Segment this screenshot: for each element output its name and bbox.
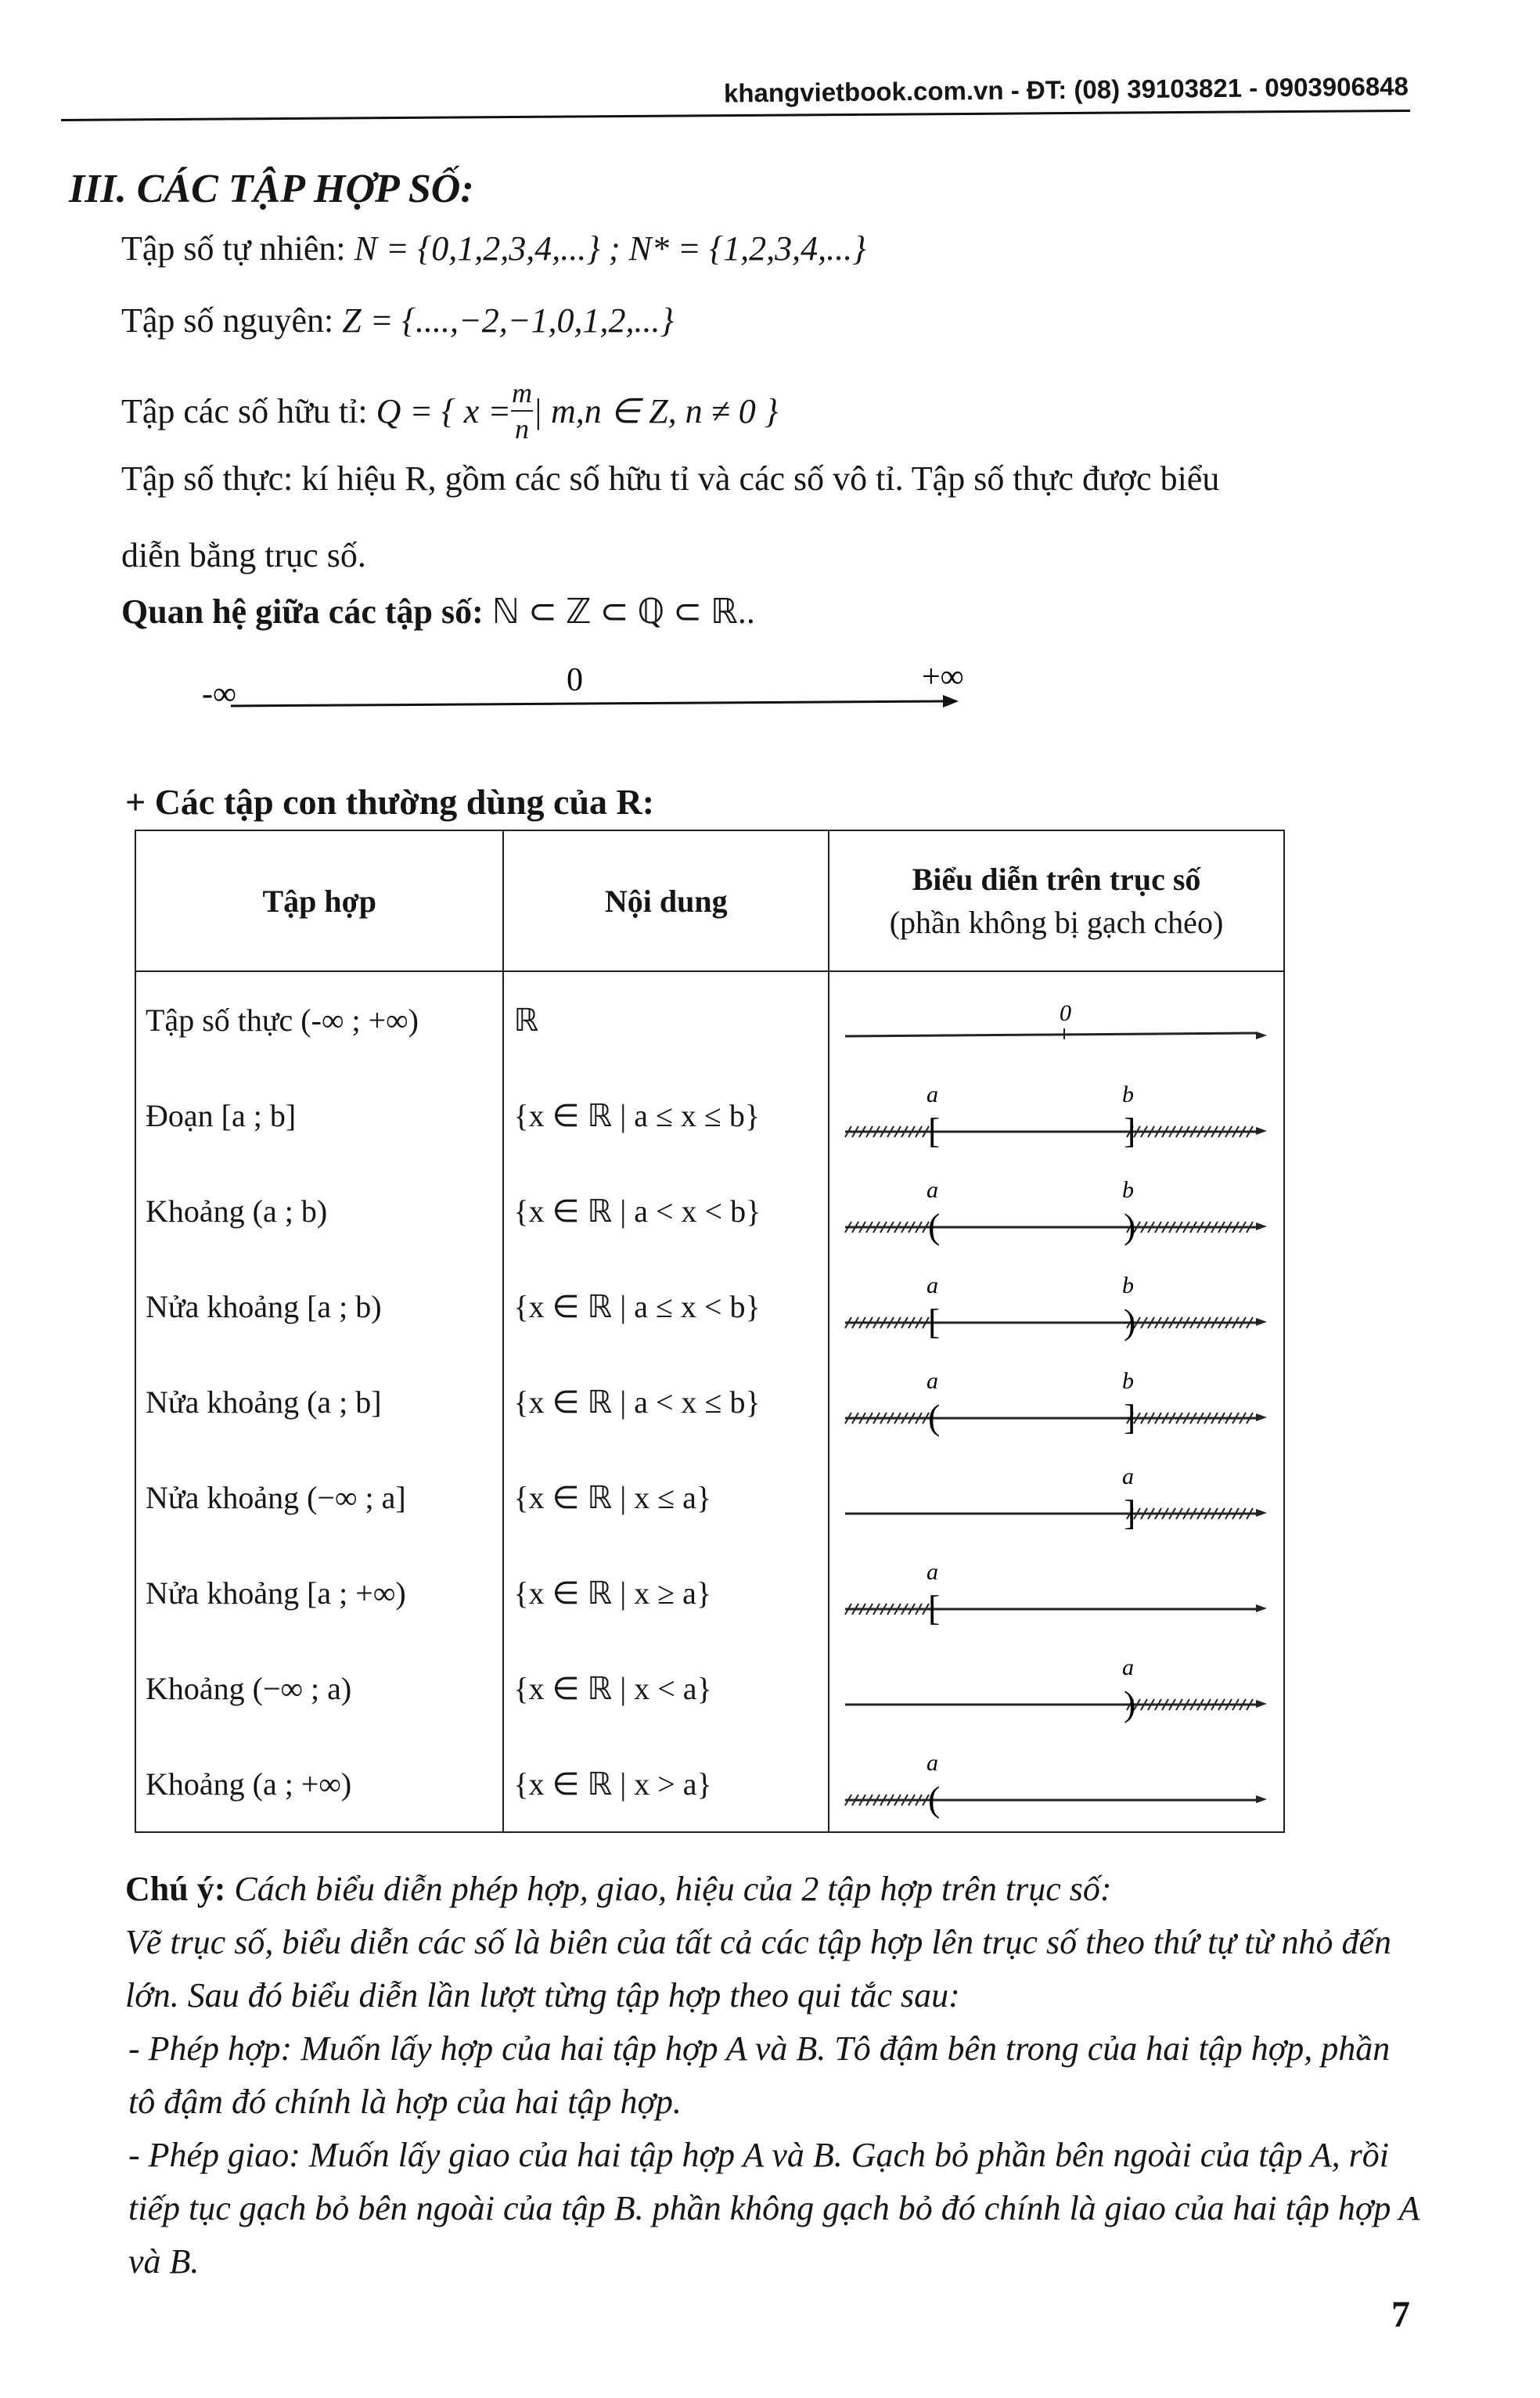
pos-infinity-label: +∞ bbox=[922, 659, 964, 695]
integer-expr: Z = {....,−2,−1,0,1,2,...} bbox=[342, 301, 675, 340]
arrow-head-icon bbox=[1256, 1604, 1267, 1612]
endpoint-label: b bbox=[1122, 1082, 1134, 1107]
set-content: ℝ bbox=[503, 971, 829, 1068]
table-row bbox=[135, 1163, 1284, 1258]
note-label: Chú ý: bbox=[125, 1870, 226, 1908]
page-number: 7 bbox=[1391, 2294, 1410, 2335]
axis-line bbox=[845, 1033, 1256, 1036]
endpoint-bracket: [ bbox=[928, 1588, 941, 1628]
diagram-svg bbox=[829, 972, 1283, 1068]
table-row bbox=[135, 1640, 1284, 1736]
set-name: Khoảng (−∞ ; a) bbox=[135, 1640, 503, 1736]
set-content: {x ∈ ℝ | x ≤ a} bbox=[503, 1449, 829, 1545]
set-name: Khoảng (a ; b) bbox=[135, 1163, 503, 1258]
endpoint-label: a bbox=[927, 1559, 938, 1585]
real-text-1: Tập số thực: kí hiệu R, gồm các số hữu tỉ và các số vô tỉ. Tập số thực được biểu bbox=[121, 459, 1220, 498]
endpoint-bracket: [ bbox=[928, 1302, 941, 1341]
endpoint-label: a bbox=[927, 1750, 938, 1776]
table-row bbox=[135, 1354, 1284, 1449]
relation-label: Quan hệ giữa các tập số: bbox=[121, 592, 484, 631]
rational-expr-pre: Q = { x = bbox=[376, 391, 511, 430]
arrow-head-icon bbox=[1256, 1795, 1267, 1803]
subsets-table bbox=[135, 830, 1285, 1833]
table-row bbox=[135, 1258, 1284, 1354]
endpoint-bracket: ] bbox=[1124, 1111, 1136, 1150]
note-section bbox=[125, 1863, 1424, 2288]
header-diagram bbox=[829, 830, 1284, 971]
endpoint-label: 0 bbox=[1060, 1000, 1071, 1026]
endpoint-label: b bbox=[1122, 1368, 1134, 1394]
natural-label: Tập số tự nhiên: bbox=[121, 229, 346, 268]
endpoint-bracket: ( bbox=[928, 1779, 941, 1819]
integer-line bbox=[121, 301, 674, 340]
subsets-heading: + Các tập con thường dùng của R: bbox=[125, 782, 655, 822]
table-row bbox=[135, 1449, 1284, 1545]
number-line-diagram bbox=[829, 1736, 1284, 1832]
number-line-diagram bbox=[829, 1258, 1284, 1354]
note-intersection: - Phép giao: Muốn lấy giao của hai tập hợp A và B. Gạch bỏ phần bên ngoài của tập A, rồi tiếp tục gạch bỏ bên ngoài của tập B. phần không gạch bỏ đó chính là giao của hai tập hợp A và B. bbox=[128, 2136, 1419, 2281]
rational-label: Tập các số hữu tỉ: bbox=[121, 391, 368, 430]
endpoint-bracket: ) bbox=[1124, 1683, 1136, 1723]
fraction-numerator: m bbox=[511, 377, 532, 409]
diagram-svg bbox=[829, 1258, 1283, 1354]
header-diagram-subtitle: (phần không bị gạch chéo) bbox=[889, 905, 1224, 940]
axis-line bbox=[231, 701, 943, 706]
diagram-svg bbox=[829, 1736, 1283, 1831]
header-content: Nội dung bbox=[503, 830, 829, 971]
diagram-svg bbox=[829, 1068, 1283, 1163]
natural-expr: N = {0,1,2,3,4,...} ; N* = {1,2,3,4,...} bbox=[354, 229, 866, 268]
endpoint-label: b bbox=[1122, 1273, 1134, 1298]
set-name: Nửa khoảng (a ; b] bbox=[135, 1354, 503, 1449]
relation-expr: ℕ ⊂ ℤ ⊂ ℚ ⊂ ℝ.. bbox=[491, 592, 755, 631]
table-row bbox=[135, 971, 1284, 1068]
number-line bbox=[196, 657, 978, 720]
diagram-svg bbox=[829, 1163, 1283, 1258]
arrow-head-icon bbox=[1256, 1413, 1267, 1421]
rational-expr-post: | m,n ∈ Z, n ≠ 0 } bbox=[532, 391, 779, 430]
fraction-denominator: n bbox=[514, 413, 529, 445]
endpoint-bracket: ] bbox=[1124, 1492, 1136, 1532]
zero-label: 0 bbox=[567, 662, 583, 698]
number-line-diagram bbox=[829, 1640, 1284, 1736]
header-rule bbox=[61, 110, 1410, 121]
table-row bbox=[135, 1736, 1284, 1832]
number-line-diagram bbox=[829, 1163, 1284, 1258]
arrow-head-icon bbox=[943, 695, 959, 708]
set-content: {x ∈ ℝ | a ≤ x ≤ b} bbox=[503, 1068, 829, 1163]
arrow-head-icon bbox=[1256, 1318, 1267, 1326]
neg-infinity-label: -∞ bbox=[202, 676, 236, 712]
number-line-diagram bbox=[829, 1449, 1284, 1545]
endpoint-label: a bbox=[1122, 1654, 1134, 1680]
rational-line bbox=[121, 376, 778, 446]
diagram-svg bbox=[829, 1449, 1283, 1545]
set-content: {x ∈ ℝ | a < x < b} bbox=[503, 1163, 829, 1258]
note-paragraph-1: Vẽ trục số, biểu diễn các số là biên của tất cả các tập hợp lên trục số theo thứ tự từ nhỏ đến lớn. Sau đó biểu diễn lần lượt từng tập hợp theo qui tắc sau: bbox=[125, 1923, 1392, 2015]
diagram-svg bbox=[829, 1354, 1283, 1449]
diagram-svg bbox=[829, 1545, 1283, 1640]
set-name: Đoạn [a ; b] bbox=[135, 1068, 503, 1163]
natural-numbers-line bbox=[121, 229, 866, 268]
number-line-diagram bbox=[829, 1354, 1284, 1449]
endpoint-bracket: ( bbox=[928, 1206, 941, 1246]
endpoint-label: a bbox=[1122, 1464, 1134, 1489]
set-name: Khoảng (a ; +∞) bbox=[135, 1736, 503, 1832]
arrow-head-icon bbox=[1256, 1700, 1267, 1708]
set-name: Tập số thực (-∞ ; +∞) bbox=[135, 971, 503, 1068]
table-row bbox=[135, 1545, 1284, 1640]
number-line-diagram bbox=[829, 1545, 1284, 1640]
arrow-head-icon bbox=[1256, 1127, 1267, 1135]
endpoint-bracket: ) bbox=[1124, 1302, 1136, 1341]
integer-label: Tập số nguyên: bbox=[121, 301, 334, 340]
note-union: - Phép hợp: Muốn lấy hợp của hai tập hợp A và B. Tô đậm bên trong của hai tập hợp, phần tô đậm đó chính là hợp của hai tập hợp. bbox=[128, 2029, 1391, 2121]
endpoint-bracket: [ bbox=[928, 1111, 941, 1150]
rational-fraction bbox=[511, 376, 533, 446]
endpoint-bracket: ( bbox=[928, 1397, 941, 1437]
set-content: {x ∈ ℝ | x < a} bbox=[503, 1640, 829, 1736]
set-content: {x ∈ ℝ | a < x ≤ b} bbox=[503, 1354, 829, 1449]
number-line-diagram bbox=[829, 971, 1284, 1068]
section-title: III. CÁC TẬP HỢP SỐ: bbox=[69, 167, 474, 211]
endpoint-label: a bbox=[927, 1177, 938, 1203]
endpoint-bracket: ) bbox=[1124, 1206, 1136, 1246]
real-text-2: diễn bằng trục số. bbox=[121, 536, 366, 574]
set-name: Nửa khoảng [a ; b) bbox=[135, 1258, 503, 1354]
endpoint-bracket: ] bbox=[1124, 1397, 1136, 1437]
number-line-diagram bbox=[829, 1068, 1284, 1163]
header-set: Tập hợp bbox=[135, 830, 503, 971]
note-intro: Cách biểu diễn phép hợp, giao, hiệu của 2 tập hợp trên trục số: bbox=[225, 1870, 1112, 1908]
set-name: Nửa khoảng [a ; +∞) bbox=[135, 1545, 503, 1640]
page-header: khangvietbook.com.vn - ĐT: (08) 39103821 - 0903906848 bbox=[723, 71, 1409, 108]
endpoint-label: a bbox=[927, 1082, 938, 1107]
endpoint-label: a bbox=[927, 1273, 938, 1298]
diagram-svg bbox=[829, 1640, 1283, 1736]
endpoint-label: b bbox=[1122, 1177, 1134, 1203]
arrow-head-icon bbox=[1256, 1032, 1267, 1039]
relation-line bbox=[121, 592, 755, 632]
endpoint-label: a bbox=[927, 1368, 938, 1394]
set-content: {x ∈ ℝ | x ≥ a} bbox=[503, 1545, 829, 1640]
set-name: Nửa khoảng (−∞ ; a] bbox=[135, 1449, 503, 1545]
table-row bbox=[135, 1068, 1284, 1163]
arrow-head-icon bbox=[1256, 1509, 1267, 1517]
set-content: {x ∈ ℝ | x > a} bbox=[503, 1736, 829, 1832]
header-diagram-title: Biểu diễn trên trục số bbox=[912, 862, 1201, 897]
arrow-head-icon bbox=[1256, 1222, 1267, 1230]
set-content: {x ∈ ℝ | a ≤ x < b} bbox=[503, 1258, 829, 1354]
